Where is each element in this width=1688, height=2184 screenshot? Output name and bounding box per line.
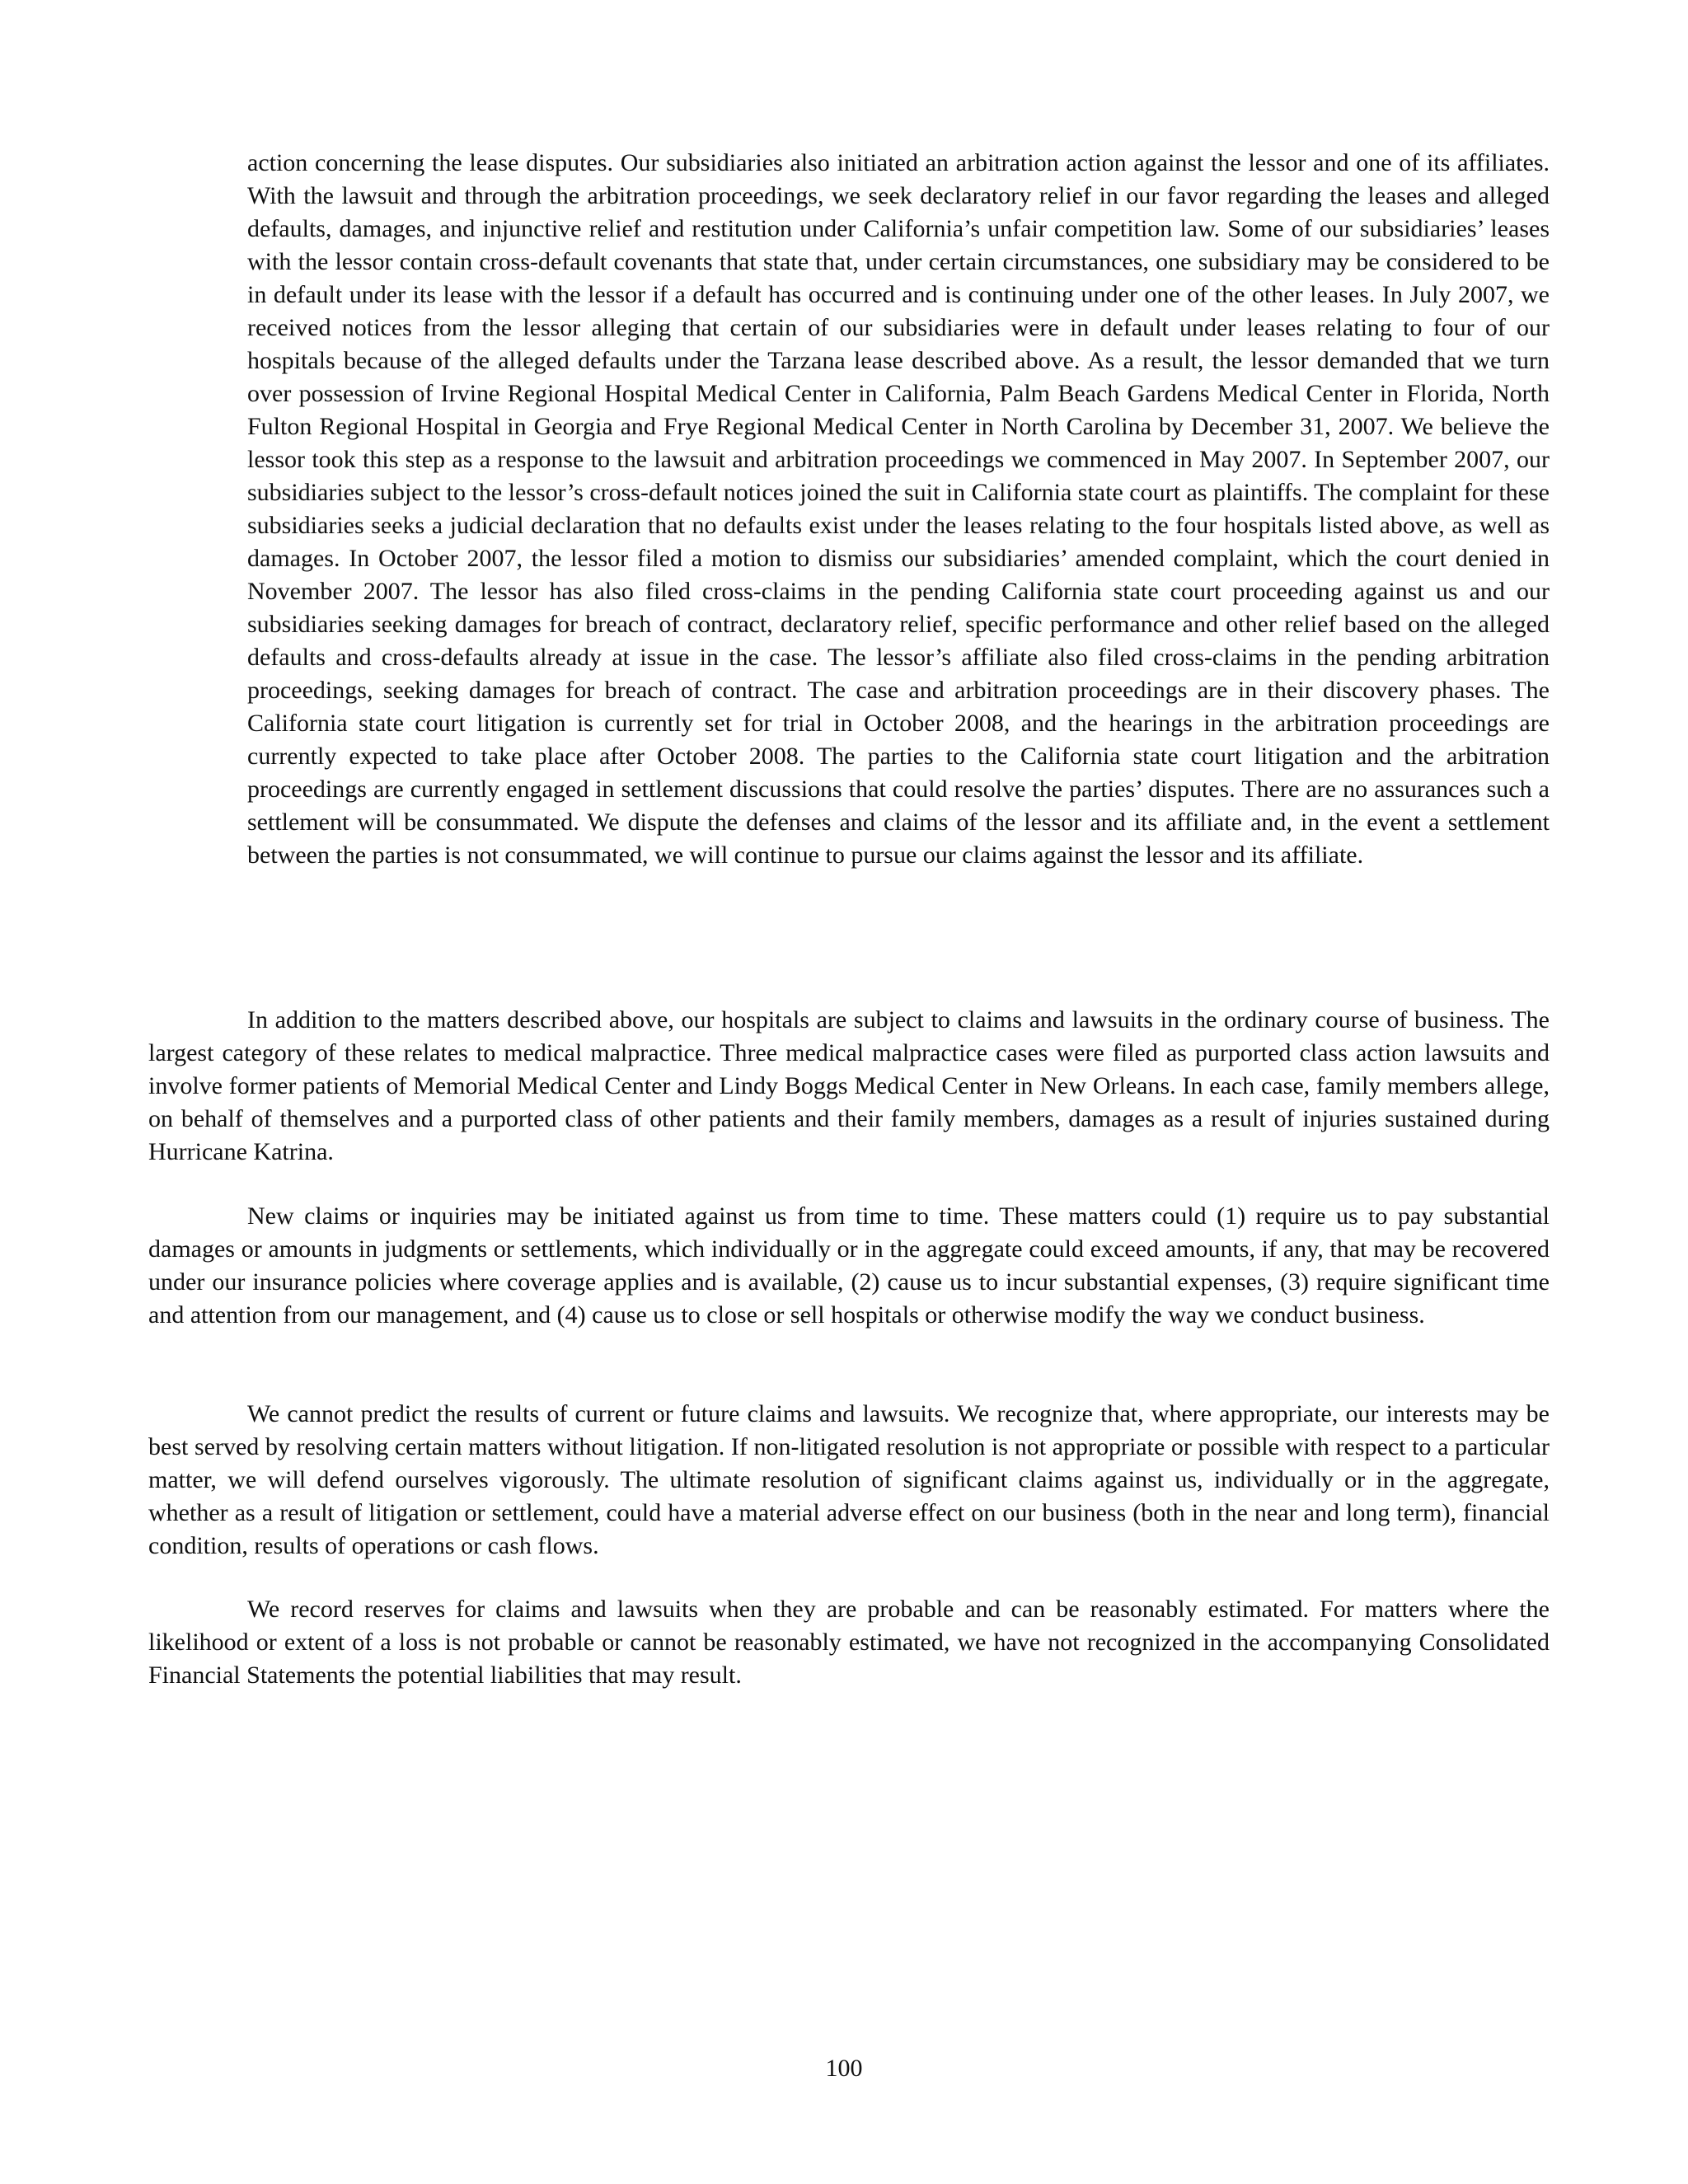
body-paragraph: New claims or inquiries may be initiated against us from time to time. These matters could (1) require us to pay substantial damages or amounts in judgments or settlements, which individually or in the aggregate could exceed amounts, if any, that may be recovered under our insurance policies where coverage applies and is available, (2) cause us to incur substantial expenses, (3) require significant time and attention from our management, and (4) cause us to close or sell hospitals or otherwise modify the way we conduct business.	[148, 1202, 1550, 1329]
page-number: 100	[825, 2055, 863, 2082]
body-paragraph: We record reserves for claims and lawsuits when they are probable and can be reasonably estimated. For matters where the likelihood or extent of a loss is not probable or cannot be reasonably estimated, we have not recognized in the accompanying Consolidated Financial Statements the potential liabilities that may result.	[148, 1596, 1550, 1689]
body-paragraph: We cannot predict the results of current or future claims and lawsuits. We recognize that, where appropriate, our interests may be best served by resolving certain matters without litigation. If non-litigated resolution is not appropriate or possible with respect to a particular matter, we will defend ourselves vigorously. The ultimate resolution of significant claims against us, individually or in the aggregate, whether as a result of litigation or settlement, could have a material adverse effect on our business (both in the near and long term), financial condition, results of operations or cash flows.	[148, 1400, 1550, 1559]
body-paragraph: In addition to the matters described above, our hospitals are subject to claims and lawsuits in the ordinary course of business. The largest category of these relates to medical malpractice. Three medical malpractice cases were filed as purported class action lawsuits and involve former patients of Memorial Medical Center and Lindy Boggs Medical Center in New Orleans. In each case, family members allege, on behalf of themselves and a purported class of other patients and their family members, damages as a result of injuries sustained during Hurricane Katrina.	[148, 1006, 1550, 1165]
continued-indented-paragraph: action concerning the lease disputes. Our subsidiaries also initiated an arbitration action against the lessor and one of its affiliates. With the lawsuit and through the arbitration proceedings, we seek declaratory relief in our favor regarding the leases and alleged defaults, damages, and injunctive relief and restitution under California’s unfair competition law. Some of our subsidiaries’ leases with the lessor contain cross-default covenants that state that, under certain circumstances, one subsidiary may be considered to be in default under its lease with the lessor if a default has occurred and is continuing under one of the other leases. In July 2007, we received notices from the lessor alleging that certain of our subsidiaries were in default under leases relating to four of our hospitals because of the alleged defaults under the Tarzana lease described above. As a result, the lessor demanded that we turn over possession of Irvine Regional Hospital Medical Center in California, Palm Beach Gardens Medical Center in Florida, North Fulton Regional Hospital in Georgia and Frye Regional Medical Center in North Carolina by December 31, 2007. We believe the lessor took this step as a response to the lawsuit and arbitration proceedings we commenced in May 2007. In September 2007, our subsidiaries subject to the lessor’s cross-default notices joined the suit in California state court as plaintiffs. The complaint for these subsidiaries seeks a judicial declaration that no defaults exist under the leases relating to the four hospitals listed above, as well as damages. In October 2007, the lessor filed a motion to dismiss our subsidiaries’ amended complaint, which the court denied in November 2007. The lessor has also filed cross-claims in the pending California state court proceeding against us and our subsidiaries seeking damages for breach of contract, declaratory relief, specific performance and other relief based on the alleged defaults and cross-defaults already at issue in the case. The lessor’s affiliate also filed cross-claims in the pending arbitration proceedings, seeking damages for breach of contract. The case and arbitration proceedings are in their discovery phases. The California state court litigation is currently set for trial in October 2008, and the hearings in the arbitration proceedings are currently expected to take place after October 2008. The parties to the California state court litigation and the arbitration proceedings are currently engaged in settlement discussions that could resolve the parties’ disputes. There are no assurances such a settlement will be consummated. We dispute the defenses and claims of the lessor and its affiliate and, in the event a settlement between the parties is not consummated, we will continue to pursue our claims against the lessor and its affiliate.	[247, 149, 1550, 869]
